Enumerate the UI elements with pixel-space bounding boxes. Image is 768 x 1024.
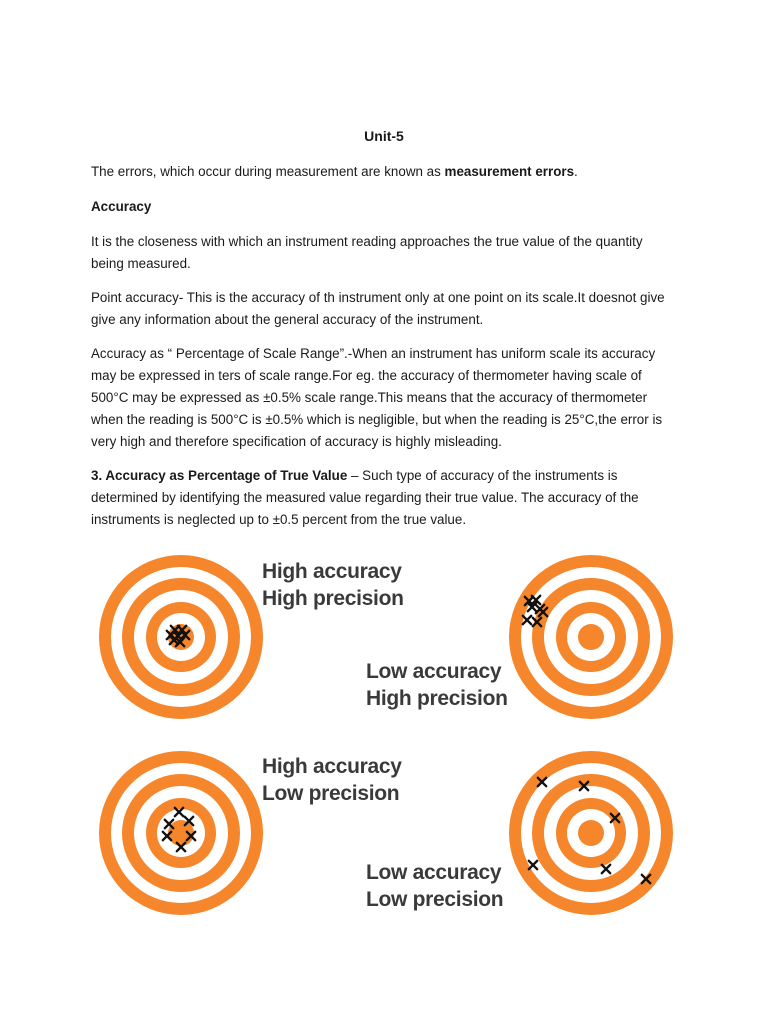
label-line-2: Low precision: [366, 888, 504, 911]
label-panel-1: [262, 558, 404, 612]
accuracy-definition: It is the closeness with which an instrument reading approaches the true value of the quantity being measured.: [91, 234, 643, 271]
intro-term: measurement errors: [444, 164, 575, 179]
bullseye-icon: [508, 750, 674, 916]
intro-paragraph: [91, 161, 677, 183]
label-line-2: Low precision: [262, 782, 400, 805]
bullseye-icon: [98, 750, 264, 916]
target-low-accuracy-low-precision: [508, 750, 674, 921]
point-accuracy-paragraph: Point accuracy- This is the accuracy of th instrument only at one point on its scale.It doesnot give give any information about the general accuracy of the instrument.: [91, 290, 665, 327]
target-high-accuracy-high-precision: [98, 554, 264, 725]
label-line-1: Low accuracy: [366, 861, 502, 884]
target-high-accuracy-low-precision: [98, 750, 264, 921]
bullseye-center: [578, 624, 604, 650]
label-line-2: High precision: [262, 587, 404, 610]
label-line-1: Low accuracy: [366, 660, 502, 683]
label-line-1: High accuracy: [262, 560, 402, 583]
intro-text: The errors, which occur during measurement are known as: [91, 164, 445, 179]
bullseye-center: [578, 820, 604, 846]
accuracy-heading: Accuracy: [91, 199, 152, 214]
label-line-2: High precision: [366, 687, 508, 710]
label-line-1: High accuracy: [262, 755, 402, 778]
scale-range-paragraph: Accuracy as “ Percentage of Scale Range”.-When an instrument has uniform scale its accuracy may be expressed in ters of scale range.For eg. the accuracy of thermometer having scale of 500°C may be expressed as ±0.5% scale range.This means that the accuracy of thermometer when the reading is 500°C is ±0.5% which is negligible, but when the reading is 25°C,the error is very high and therefore specification of accuracy is highly misleading.: [91, 346, 663, 449]
bullseye-center: [168, 820, 194, 846]
bullseye-icon: [98, 554, 264, 720]
true-value-paragraph: [91, 465, 677, 531]
label-panel-2: [366, 658, 508, 712]
page-title: Unit-5: [364, 128, 404, 144]
label-panel-4: [366, 859, 503, 913]
label-panel-3: [262, 753, 402, 807]
bullseye-icon: [508, 554, 674, 720]
true-value-heading: 3. Accuracy as Percentage of True Value: [91, 468, 348, 483]
target-low-accuracy-high-precision: [508, 554, 674, 725]
true-value-text: – Such type of accuracy of the instruments is determined by identifying the measured value regarding their true value. The accuracy of the instruments is neglected up to ±0.5 percent from the true value.: [91, 468, 639, 527]
intro-end: .: [574, 164, 578, 179]
